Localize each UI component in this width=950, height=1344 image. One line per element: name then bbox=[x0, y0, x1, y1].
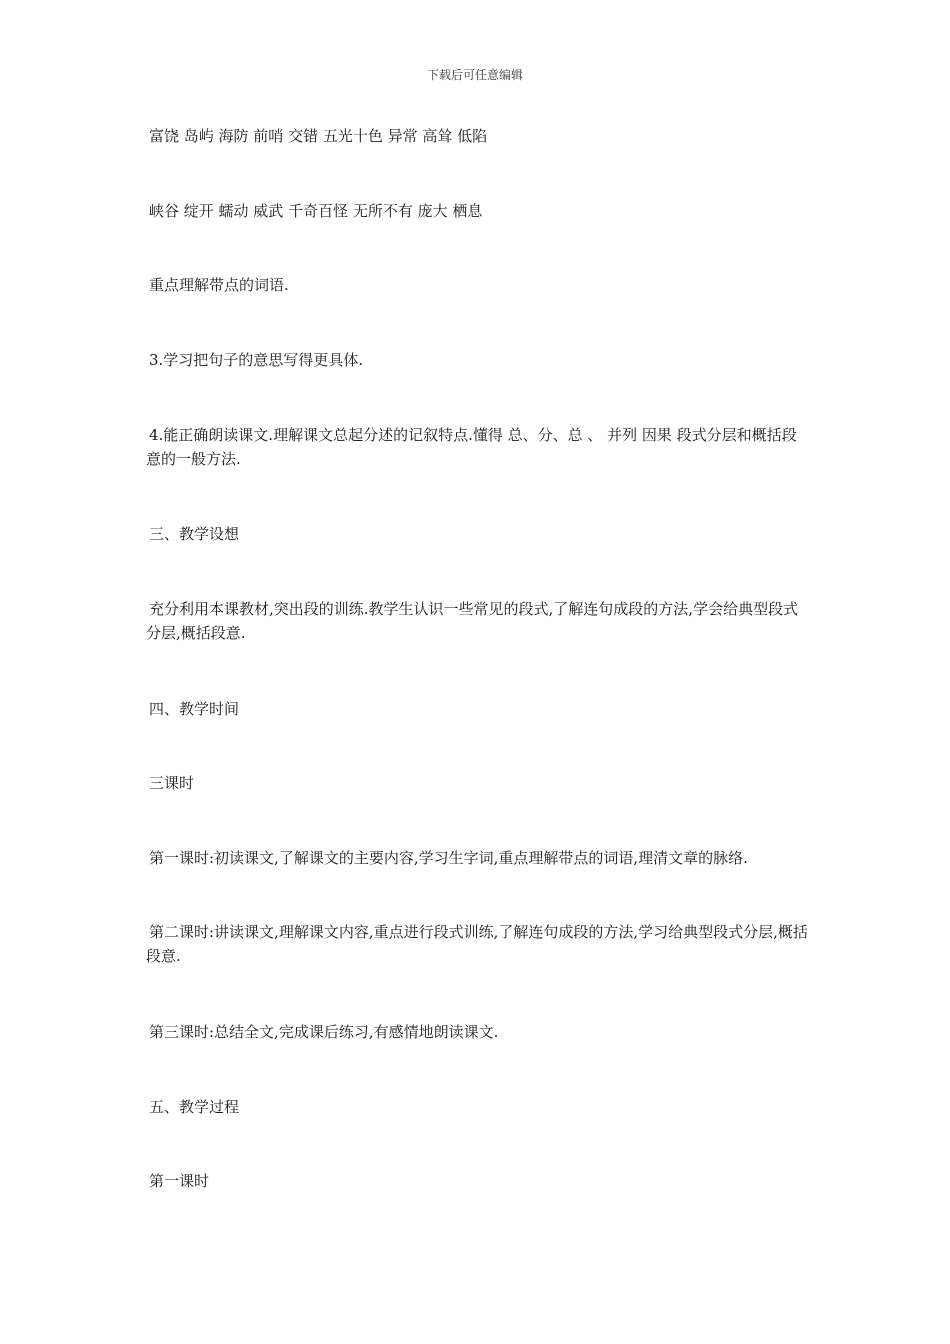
section-heading-text: 三、教学设想 bbox=[149, 525, 240, 543]
paragraph-text: 4.能正确朗读课文.理解课文总起分述的记叙特点.懂得 总、分、总 、 并列 因果 段式分层和概括段意的一般方法. bbox=[146, 426, 797, 468]
paragraph-text: 充分利用本课教材,突出段的训练.教学生认识一些常见的段式,了解连句成段的方法,学会给典型段式分层,概括段意. bbox=[146, 600, 799, 642]
paragraph-three-lessons bbox=[146, 771, 811, 795]
paragraph-text: 第二课时:讲读课文,理解课文内容,重点进行段式训练,了解连句成段的方法,学习给典型段式分层,概括段意. bbox=[146, 923, 808, 965]
page-header-note: 下载后可任意编辑 bbox=[426, 68, 523, 82]
section-heading-teaching-process bbox=[146, 1095, 811, 1119]
vocab-line-1 bbox=[146, 124, 811, 148]
paragraph-lesson-3 bbox=[146, 1020, 811, 1044]
paragraph-goal-4 bbox=[146, 423, 811, 471]
section-heading-text: 四、教学时间 bbox=[149, 700, 240, 718]
paragraph-lesson-2 bbox=[146, 920, 811, 968]
paragraph-key-words bbox=[146, 273, 811, 297]
paragraph-text: 重点理解带点的词语. bbox=[149, 276, 289, 294]
paragraph-goal-3 bbox=[146, 348, 811, 372]
section-heading-teaching-idea bbox=[146, 522, 811, 546]
paragraph-lesson-1 bbox=[146, 846, 811, 870]
paragraph-text: 3.学习把句子的意思写得更具体. bbox=[149, 351, 364, 369]
paragraph-first-lesson-heading bbox=[146, 1169, 811, 1193]
paragraph-text: 富饶 岛屿 海防 前哨 交错 五光十色 异常 高耸 低陷 bbox=[149, 127, 488, 145]
section-heading-teaching-time bbox=[146, 697, 811, 721]
paragraph-text: 三课时 bbox=[149, 774, 195, 792]
paragraph-text: 峡谷 绽开 蠕动 威武 千奇百怪 无所不有 庞大 栖息 bbox=[149, 202, 483, 220]
paragraph-text: 第三课时:总结全文,完成课后练习,有感情地朗读课文. bbox=[149, 1023, 499, 1041]
vocab-line-2 bbox=[146, 199, 811, 223]
paragraph-text: 第一课时 bbox=[149, 1172, 210, 1190]
section-heading-text: 五、教学过程 bbox=[149, 1098, 240, 1116]
paragraph-text: 第一课时:初读课文,了解课文的主要内容,学习生字词,重点理解带点的词语,理清文章的脉络. bbox=[149, 849, 748, 867]
paragraph-teaching-idea bbox=[146, 597, 811, 645]
